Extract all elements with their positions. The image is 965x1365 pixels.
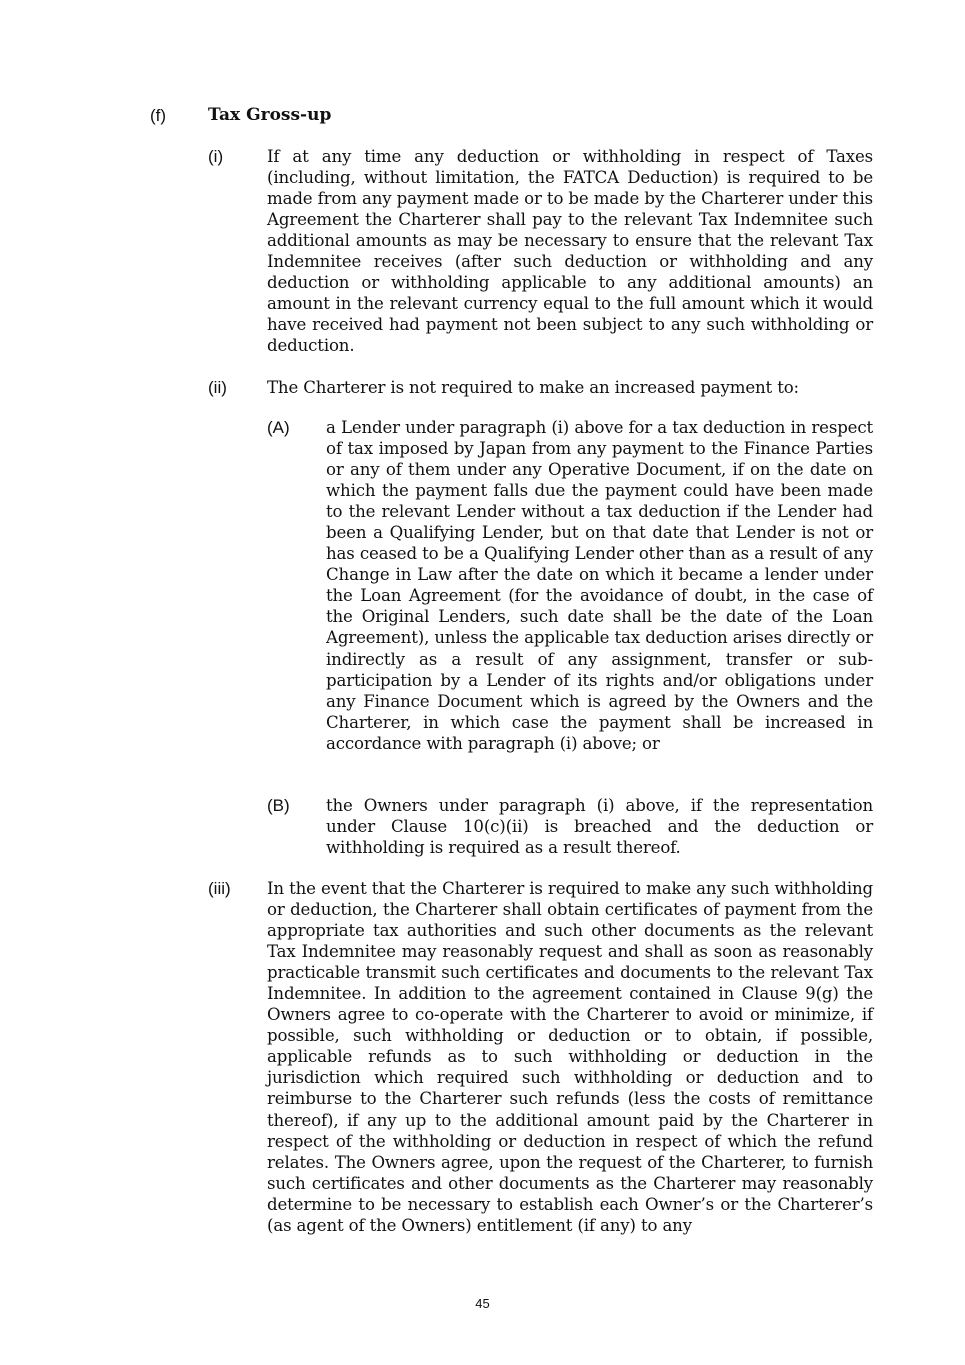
- subclause-label-a: (A): [267, 418, 290, 437]
- clause-label-ii: (ii): [208, 378, 227, 397]
- subclause-text-a: a Lender under paragraph (i) above for a tax deduction in respect of tax imposed by Japan from any payment to the Finance Parties or any of them under any Operative Document, if on the date on which the payment falls due the payment could have been made to the relevant Lender without a tax deduction if the Lender had been a Qualifying Lender, but on that date that Lender is not or has ceased to be a Qualifying Lender other than as a result of any Change in Law after the date on which it became a lender under the Loan Agreement (for the avoidance of doubt, in the case of the Original Lenders, such date shall be the date of the Loan Agreement), unless the applicable tax deduction arises directly or indirectly as a result of any assignment, transfer or sub-participation by a Lender of its rights and/or obligations under any Finance Document which is agreed by the Owners and the Charterer, in which case the payment shall be increased in accordance with paragraph (i) above; or: [326, 418, 873, 753]
- subclause-text-b: the Owners under paragraph (i) above, if the representation under Clause 10(c)(ii) is breached and the deduction or withholding is required as a result thereof.: [326, 796, 873, 858]
- clause-label-iii: (iii): [208, 879, 231, 898]
- clause-text-i: If at any time any deduction or withholding in respect of Taxes (including, without limitation, the FATCA Deduction) is required to be made from any payment made or to be made by the Charterer under this Agreement the Charterer shall pay to the relevant Tax Indemnitee such additional amounts as may be necessary to ensure that the relevant Tax Indemnitee receives (after such deduction or withholding and any deduction or withholding applicable to any additional amounts) an amount in the relevant currency equal to the full amount which it would have received had payment not been subject to any such withholding or deduction.: [267, 147, 873, 356]
- page-number: 45: [475, 1296, 490, 1311]
- clause-text-iii: In the event that the Charterer is required to make any such withholding or deduction, the Charterer shall obtain certificates of payment from the appropriate tax authorities and such other documents as the relevant Tax Indemnitee may reasonably request and shall as soon as reasonably practicable transmit such certificates and documents to the relevant Tax Indemnitee. In addition to the agreement contained in Clause 9(g) the Owners agree to co-operate with the Charterer to avoid or minimize, if possible, such withholding or deduction or to obtain, if possible, applicable refunds as to such withholding or deduction in the jurisdiction which required such withholding or deduction and to reimburse to the Charterer such refunds (less the costs of remittance thereof), if any up to the additional amount paid by the Charterer in respect of the withholding or deduction in respect of which the refund relates. The Owners agree, upon the request of the Charterer, to furnish such certificates and other documents as the Charterer may reasonably determine to be necessary to establish each Owner’s or the Charterer’s (as agent of the Owners) entitlement (if any) to any: [267, 879, 873, 1235]
- section-label: (f): [150, 106, 167, 125]
- clause-label-i: (i): [208, 147, 224, 166]
- section-heading: Tax Gross-up: [208, 105, 332, 125]
- clause-text-ii: The Charterer is not required to make an increased payment to:: [267, 378, 799, 397]
- subclause-label-b: (B): [267, 796, 290, 815]
